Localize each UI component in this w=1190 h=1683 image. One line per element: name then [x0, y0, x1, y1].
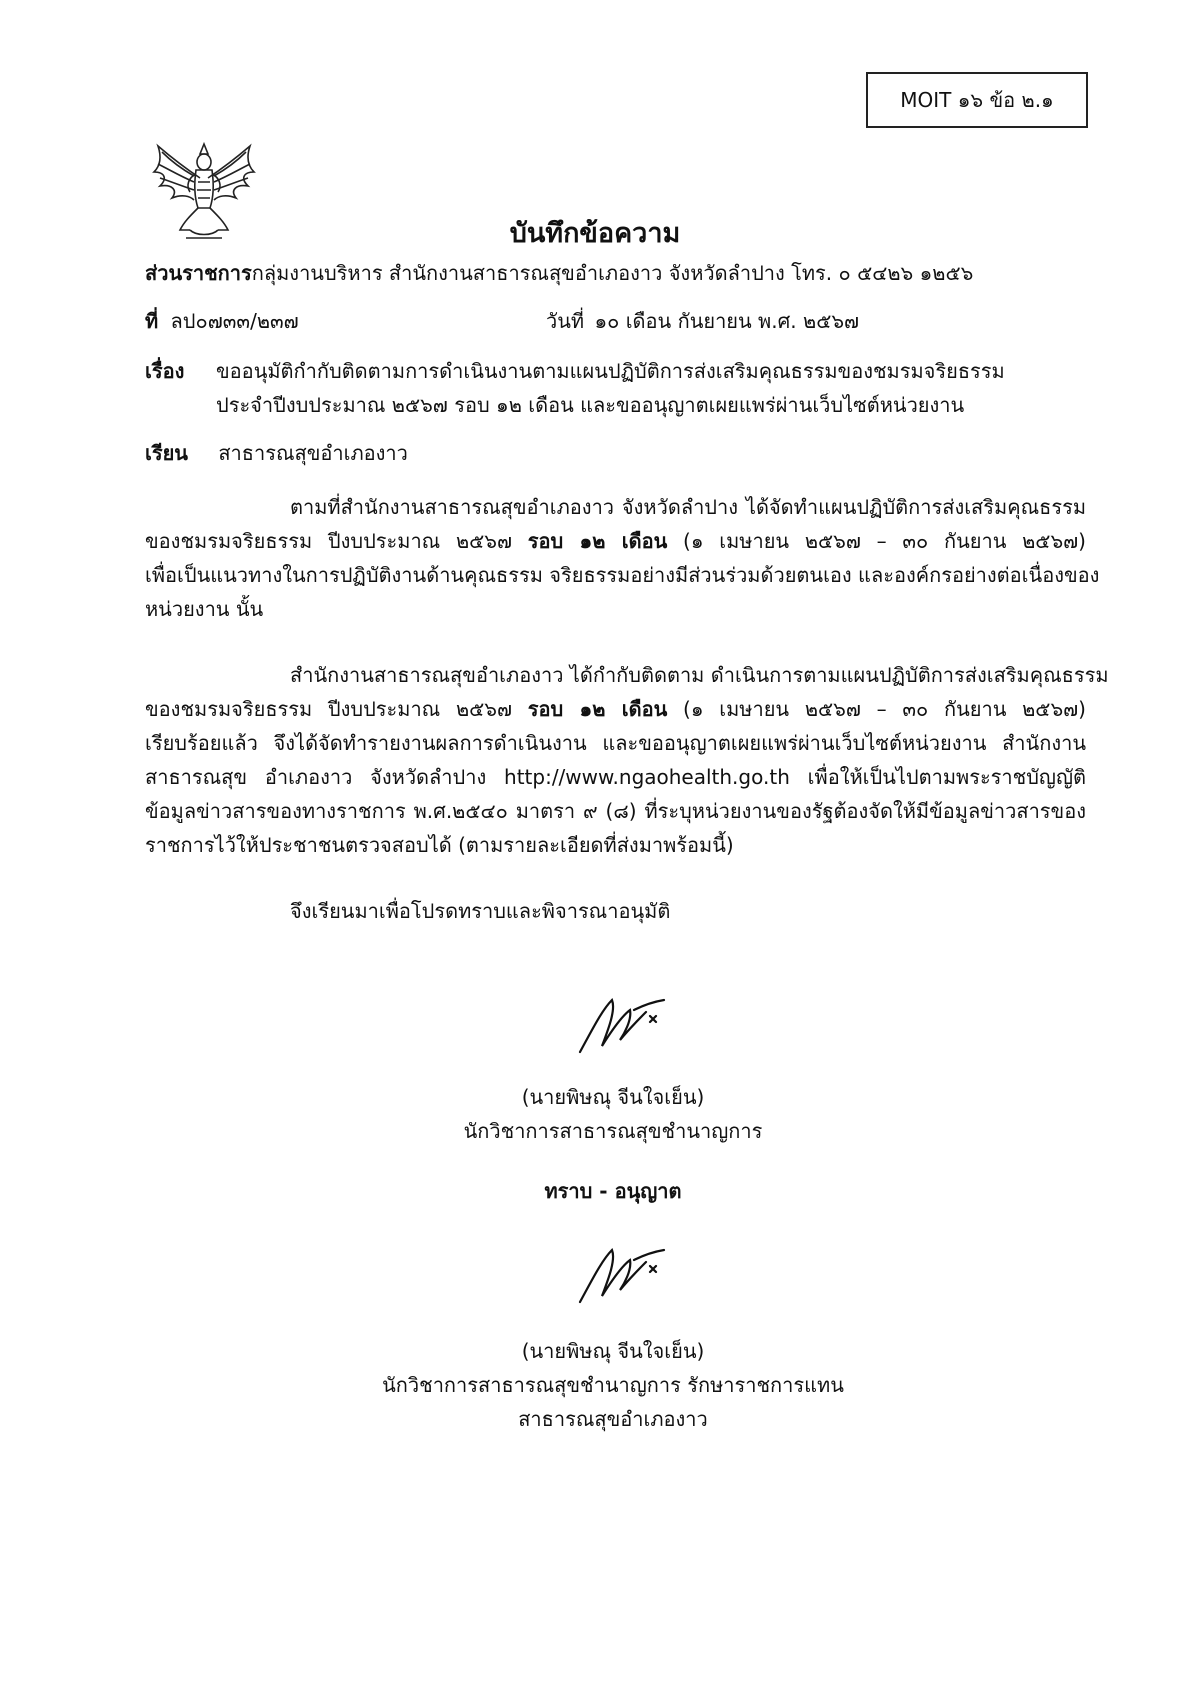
paragraph-2-line-3: เรียบร้อยแล้ว จึงได้จัดทำรายงานผลการดำเนินงาน และขออนุญาตเผยแพร่ผ่านเว็บไซต์หน่วยงาน สำนักงาน — [145, 731, 1086, 755]
date-label: วันที่ — [546, 309, 585, 333]
reference-value: ลป๐๗๓๓/๒๓๗ — [170, 309, 299, 333]
signer-2-name: (นายพิษณุ จีนใจเย็น) — [521, 1339, 705, 1363]
paragraph-1-period-bold: รอบ ๑๒ เดือน — [527, 529, 668, 553]
approval-text: ทราบ - อนุญาต — [544, 1179, 682, 1203]
signature-2-icon — [572, 1240, 682, 1314]
reference-label: ที่ — [145, 309, 159, 333]
recipient-value: สาธารณสุขอำเภองาว — [218, 441, 408, 465]
paragraph-2-line-1: สำนักงานสาธารณสุขอำเภองาว ได้กำกับติดตาม ดำเนินการตามแผนปฏิบัติการส่งเสริมคุณธรรม — [290, 663, 1109, 687]
paragraph-2-line-2-start: ของชมรมจริยธรรม ปีงบประมาณ ๒๕๖๗ — [145, 697, 528, 721]
subject-line-1: ขออนุมัติกำกับติดตามการดำเนินงานตามแผนปฏิบัติการส่งเสริมคุณธรรมของชมรมจริยธรรม — [216, 359, 1005, 383]
signature-1-icon — [572, 990, 682, 1064]
paragraph-2-line-2-end: (๑ เมษายน ๒๕๖๗ – ๓๐ กันยาน ๒๕๖๗) — [667, 697, 1086, 721]
paragraph-2-line-2 — [145, 692, 1086, 726]
reference-row — [145, 304, 299, 338]
paragraph-1-line-3: เพื่อเป็นแนวทางในการปฏิบัติงานด้านคุณธรรม จริยธรรมอย่างมีส่วนร่วมด้วยตนเอง และองค์กรอย่างต่อเนื่องของ — [145, 563, 1100, 587]
signer-2-office: สาธารณสุขอำเภองาว — [518, 1407, 708, 1431]
paragraph-2-line-4: สาธารณสุข อำเภองาว จังหวัดลำปาง http://www.ngaohealth.go.th เพื่อให้เป็นไปตามพระราชบัญญัติ — [145, 765, 1086, 789]
paragraph-1-line-2-start: ของชมรมจริยธรรม ปีงบประมาณ ๒๕๖๗ — [145, 529, 528, 553]
subject-label — [145, 354, 184, 388]
subject-line-2: ประจำปีงบประมาณ ๒๕๖๗ รอบ ๑๒ เดือน และขออนุญาตเผยแพร่ผ่านเว็บไซต์หน่วยงาน — [216, 393, 965, 417]
recipient-label: เรียน — [145, 441, 188, 465]
paragraph-2-line-5: ข้อมูลข่าวสารของทางราชการ พ.ศ.๒๕๔๐ มาตรา ๙ (๘) ที่ระบุหน่วยงานของรัฐต้องจัดให้มีข้อมูลข่าวสารของ — [145, 799, 1086, 823]
recipient-row — [145, 436, 408, 470]
agency-value: กลุ่มงานบริหาร สำนักงานสาธารณสุขอำเภองาว จังหวัดลำปาง โทร. ๐ ๕๔๒๖ ๑๒๕๖ — [251, 261, 974, 285]
date-row — [546, 304, 859, 338]
paragraph-2-period-bold: รอบ ๑๒ เดือน — [527, 697, 668, 721]
paragraph-1-line-2-end: (๑ เมษายน ๒๕๖๗ – ๓๐ กันยาน ๒๕๖๗) — [667, 529, 1086, 553]
paragraph-1-line-1: ตามที่สำนักงานสาธารณสุขอำเภองาว จังหวัดลำปาง ได้จัดทำแผนปฏิบัติการส่งเสริมคุณธรรม — [290, 495, 1086, 519]
signer-1-name: (นายพิษณุ จีนใจเย็น) — [521, 1085, 705, 1109]
closing-line: จึงเรียนมาเพื่อโปรดทราบและพิจารณาอนุมัติ — [290, 899, 671, 923]
page-title: บันทึกข้อความ — [509, 218, 681, 249]
signer-2-position: นักวิชาการสาธารณสุขชำนาญการ รักษาราชการแทน — [382, 1373, 844, 1397]
paragraph-1 — [145, 490, 1100, 626]
subject-label-text: เรื่อง — [145, 359, 185, 383]
subject-text — [216, 354, 1086, 422]
date-value: ๑๐ เดือน กันยายน พ.ศ. ๒๕๖๗ — [594, 309, 860, 333]
paragraph-1-line-4: หน่วยงาน นั้น — [145, 597, 264, 621]
paragraph-2 — [145, 658, 1109, 862]
paragraph-2-line-6: ราชการไว้ให้ประชาชนตรวจสอบได้ (ตามรายละเอียดที่ส่งมาพร้อมนี้) — [145, 833, 734, 857]
agency-row — [145, 256, 973, 290]
paragraph-1-line-2 — [145, 524, 1086, 558]
agency-label: ส่วนราชการ — [145, 261, 252, 285]
document-tag: MOIT ๑๖ ข้อ ๒.๑ — [866, 72, 1088, 128]
signer-1-position: นักวิชาการสาธารณสุขชำนาญการ — [463, 1119, 763, 1143]
